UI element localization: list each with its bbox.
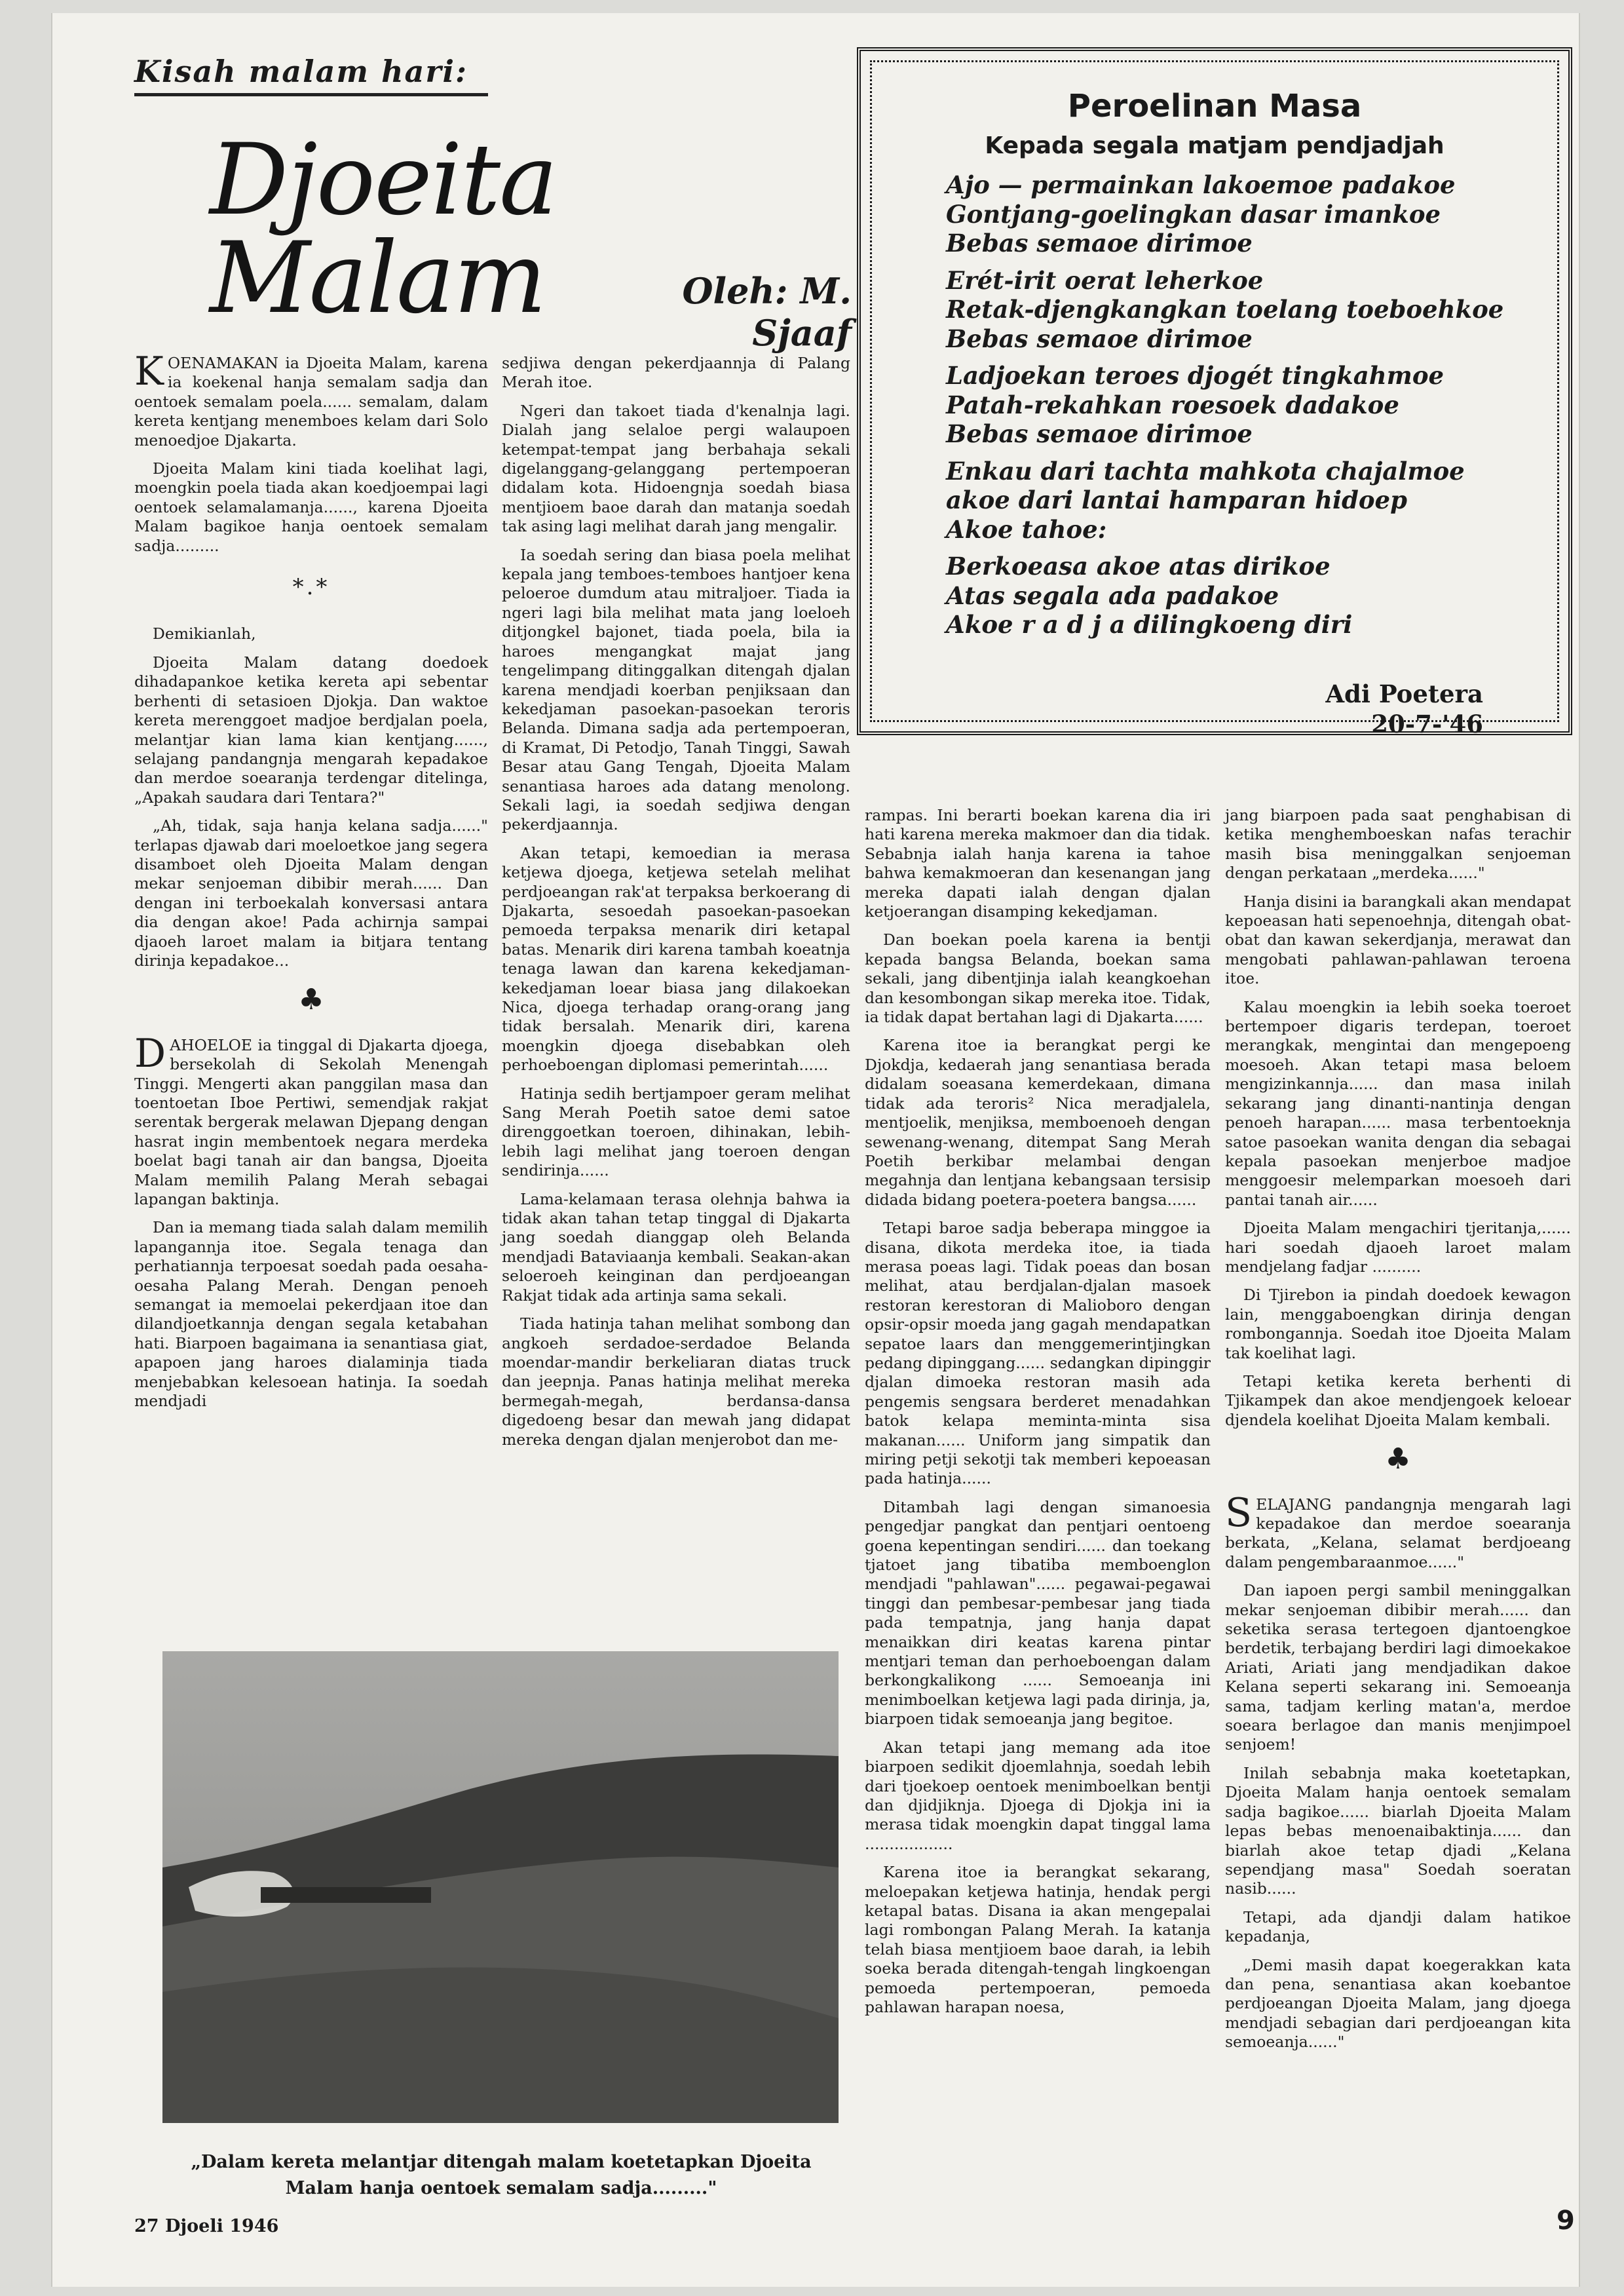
paragraph: Dan ia memang tiada salah dalam memilih lapangannja itoe. Segala tenaga dan perhatiannja terpoesat soedah pada oesaha-oesaha Palang Merah. Dengan penoeh semangat ia memoelai pekerdjaan itoe dan dilandjoetkannja dengan segala ketabahan hati. Biarpoen bagaimana ia senantiasa giat, apapoen jang haroes dialaminja tiada menjebabkan kelesoean hatinja. Ia soedah mendjadi [134,1218,488,1411]
poem-stanza [946,457,1536,545]
poem-line: Ajo — permainkan lakoemoe padakoe [946,170,1456,199]
paragraph: Akan tetapi, kemoedian ia merasa ketjewa djoega, ketjewa setelah melihat perdjoeangan rak'at terpaksa berkoerang di Djakarta, sesoedah pasoekan-pasoekan pemoeda terpaksa menarik diri ketapal batas. Menarik diri karena tambah koeatnja tenaga lawan dan karena kekedjaman-kekedjaman loear biasa jang dilakoekan Nica, djoega terhadap orang-orang jang tidak bersalah. Menarik diri, karena moengkin djoega disebabkan oleh perhoeboengan diplomasi pemerintah...... [502,843,850,1075]
article-column-3 [865,806,1211,2026]
issue-date: 27 Djoeli 1946 [134,2216,279,2236]
article-column-1 [134,349,488,1421]
poem-line: Gontjang-goelingkan dasar imankoe [946,199,1441,229]
poem-stanza [946,170,1536,258]
poem-line: Akoe tahoe: [946,514,1107,544]
paragraph: „Ah, tidak, saja hanja kelana sadja......" terlapas djawab dari moeloetkoe jang segera disamboet oleh Djoeita Malam dengan mekar senjoeman dibibir merah...... Dan dengan ini terboekalah konversasi antara dia dengan akoe! Pada achirnja sampai djaoeh laroet malam ia bitjara tentang dirinja kepadakoe... [134,816,488,970]
paragraph: Ia soedah sering dan biasa poela melihat kepala jang temboes-temboes hantjoer kena peloeroe dumdum atau mitraljoer. Tiada ia ngeri lagi bila melihat mata jang loeloeh ditjongkel bajonet, tiada poela, bila ia haroes mengangkat majat jang tengelimpang ditinggalkan ditengah djalan karena mendjadi koerban penjiksaan dan kekedjaman pasoekan-pasoekan teroris Belanda. Dimana sadja ada pertempoeran, di Kramat, Di Petodjo, Tanah Tinggi, Sawah Besar atau Gang Tengah, Djoeita Malam senantiasa haroes ada datang menolong. Sekali lagi, ia soedah sedjiwa dengan pekerdjaannja. [502,545,850,834]
poem-stanza [946,552,1536,640]
paragraph: Di Tjirebon ia pindah doedoek kewagon lain, menggaboengkan dirinja dengan rombongannja. Soedah itoe Djoeita Malam tak koelihat lagi. [1225,1286,1571,1362]
paragraph: Hatinja sedih bertjampoer geram melihat Sang Merah Poetih satoe demi satoe direnggoetkan toeroen, dihinakan, lebih-lebih lagi melihat jang toeroen dengan sendirinja...... [502,1084,850,1180]
section-break-club-icon: ♣ [1385,1442,1411,1476]
paragraph: Ditambah lagi dengan simanoesia pengedjar pangkat dan pentjari oentoeng goena kepentingan sendiri...... dan toekang tjatoet jang tibatiba memboenglon mendjadi "pahlawan"...... pegawai-pegawai tinggi dan pembesar-pembesar jang tiada pada tempatnja, jang hanja dapat menaikkan diri keatas karena pintar mentjari teman dan perhoeboengan dalam berkongkalikong ...... Semoeanja ini menimboelkan ketjewa lagi pada dirinja, ja, biarpoen tidak semoeanja jang begitoe. [865,1497,1211,1729]
poem-box [857,47,1572,738]
poem-line: Ladjoekan teroes djogét tingkahmoe [946,361,1445,390]
paragraph: DAHOELOE ia tinggal di Djakarta djoega, bersekolah di Sekolah Menengah Tinggi. Mengerti akan panggilan masa dan toentoetan Iboe Pertiwi, semendjak rakjat serentak bergerak melawan Djepang dengan hasrat ingin membentoek negara merdeka boelat bagi tanah air dan bangsa, Djoeita Malam memilih Palang Merah sebagai lapangan baktinja. [134,1030,488,1209]
kicker-heading: Kisah malam hari: [134,54,488,96]
paragraph: Hanja disini ia barangkali akan mendapat kepoeasan hati sepenoehnja, ditengah obat-obat dan kawan sekerdjanja, merawat dan mengobati pahlawan-pahlawan teroena itoe. [1225,892,1571,988]
paragraph: Tetapi baroe sadja beberapa minggoe ia disana, dikota merdeka itoe, ia tiada merasa poeas lagi. Tidak poeas dan bosan melihat, atau berdjalan-djalan masoek restoran kerestoran di Malioboro dengan opsir-opsir moeda jang gagah mendapatkan sepatoe laars dan menggemerintjingkan pedang dipinggang...... sedangkan dipinggir djalan dimoeka restoran masih ada pengemis sengsara berderet menadahkan batok kelapa meminta-minta sisa makanan...... Uniform jang simpatik dan miring petji sekotji tak memberi kepoeasan pada hatinja...... [865,1219,1211,1488]
paragraph: SELAJANG pandangnja mengarah lagi kepadakoe dan merdoe soearanja berkata, „Kelana, selamat berdjoeang dalam pengembaraanmoe......" [1225,1489,1571,1571]
paragraph: Tiada hatinja tahan melihat sombong dan angkoeh serdadoe-serdadoe Belanda moendar-mandir berkeliaran diatas truck dan jeepnja. Panas hatinja melihat mereka bermegah-megah, berdansa-dansa digedoeng besar dan mewah jang didapat mereka dengan djalan menjerobot dan me- [502,1314,850,1449]
paragraph: Kalau moengkin ia lebih soeka toeroet bertempoer digaris terdepan, toeroet merangkak, mengintai dan mengepoeng moesoeh. Akan tetapi masa beloem mengizinkannja...... dan masa inilah sekarang jang dinanti-nantinja dengan penoeh harapan...... masa terbentoeknja satoe pasoekan wanita dengan dia sebagai kepala pasoekan menjerboe madjoe menggoesir melemparkan moesoeh dari pantai tanah air...... [1225,997,1571,1209]
poem-line: Atas segala ada padakoe [946,581,1279,610]
paragraph: KOENAMAKAN ia Djoeita Malam, karena ia koekenal hanja semalam sadja dan oentoek semalam poela...... semalam, dalam kereta kentjang menemboes kelam dari Solo menoedjoe Djakarta. [134,349,488,450]
byline: Oleh: M. Sjaaf [682,270,852,354]
poem-line: Retak-djengkangkan toelang toeboehkoe [946,295,1504,324]
paragraph: Demikianlah, [153,624,256,643]
newspaper-page [51,13,1580,2287]
poem-signature [1325,679,1483,739]
poem-author: Adi Poetera [1325,679,1483,708]
poem-stanza [946,361,1536,449]
paragraph: Karena itoe ia berangkat sekarang, meloepakan ketjewa hatinja, hendak pergi ketapal batas. Disana ia akan mengepalai lagi rombongan Palang Merah. Ia katanja telah biasa mentjioem baoe darah, ia lebih soeka berada ditengah-tengah lingkoengan pemoeda pertempoeran, pemoeda pahlawan harapan noesa, [865,1863,1211,2016]
story-title: Djoeita Malam [210,123,557,335]
poem-line: Enkau dari tachta mahkota chajalmoe [946,456,1465,486]
poem-date: 20-7-'46 [1371,710,1483,738]
poem-body [946,170,1536,647]
paragraph: Djoeita Malam kini tiada koelihat lagi, moengkin poela tiada akan koedjoempai lagi oentoek selamalamanja......, karena Djoeita Malam bagikoe hanja oentoek semalam sadja......... [134,459,488,555]
paragraph: Karena itoe ia berangkat pergi ke Djokdja, kedaerah jang senantiasa berada didalam soeasana kemerdekaan, dimana tidak ada teroris² Nica meradjalela, mentjoelik, menjiksa, memboenoeh dengan sewenang-wenang, ditempat Sang Merah Poetih berkibar melambai dengan megahnja dan lentjana kebangsaan tersisip didada bidang poetera-poetera bangsa...... [865,1036,1211,1209]
poem-title: Peroelinan Masa [1067,88,1362,124]
poem-line: Patah-rekahkan roesoek dadakoe [946,390,1399,419]
paragraph: sedjiwa dengan pekerdjaannja di Palang Merah itoe. [502,354,850,392]
poem-line: Bebas semaoe dirimoe [946,419,1253,448]
poem-line: Akoe r a d j a dilingkoeng diri [946,610,1353,639]
paragraph: Dan iapoen pergi sambil meninggalkan mekar senjoeman dibibir merah...... dan seketika serasa tertegoen djantoengkoe berdetik, terbajang berdiri lagi dimoekakoe Ariati, Ariati jang mendjadikan dakoe Kelana seperti sekarang ini. Semoeanja sama, tadjam kerling matan'a, merdoe soeara berlagoe dan manis menjimpoel senjoem! [1225,1581,1571,1754]
paragraph: jang biarpoen pada saat penghabisan di ketika menghemboeskan nafas terachir masih bisa meninggalkan senjoeman dengan perkataan „merdeka......" [1225,806,1571,883]
paragraph: Lama-kelamaan terasa olehnja bahwa ia tidak akan tahan tetap tinggal di Djakarta jang soedah dianggap oleh Belanda mendjadi Bataviaanja kembali. Seakan-akan seloeroeh keinginan dan perdjoeangan Rakjat tidak ada artinja sama sekali. [502,1189,850,1305]
photo-caption: „Dalam kereta melantjar ditengah malam koetetapkan Djoeita Malam hanja oentoek semalam sadja........." [191,2152,812,2198]
paragraph: Dan boekan poela karena ia bentji kepada bangsa Belanda, boekan sama sekali, jang dibentjinja ialah keangkoehan dan kesombongan sikap mereka itoe. Tidak, ia tidak dapat bertahan lagi di Djakarta...... [865,930,1211,1027]
paragraph: „Demi masih dapat koegerakkan kata dan pena, senantiasa akan koebantoe perdjoeangan Djoeita Malam, jang djoega mendjadi sebagian dari perdjoeangan kita semoeanja......" [1225,1955,1571,2052]
poem-line: Erét-irit oerat leherkoe [946,265,1264,295]
poem-stanza [946,266,1536,354]
poem-line: Bebas semaoe dirimoe [946,229,1253,258]
section-break-club-icon: ♣ [298,983,324,1017]
paragraph: Djoeita Malam datang doedoek dihadapankoe ketika kereta api sebentar berhenti di setasioen Djokja. Dan waktoe kereta merenggoet madjoe berdjalan poela, melantjar kian lama kian kentjang......, selajang pandangnja mengarah kepadakoe dan merdoe soearanja terdengar ditelinga, „Apakah saudara dari Tentara?" [134,653,488,807]
paragraph: Tetapi, ada djandji dalam hatikoe kepadanja, [1225,1907,1571,1946]
train-landscape-image [162,1651,839,2123]
paragraph: Ngeri dan takoet tiada d'kenalnja lagi. Dialah jang selaloe pergi walaupoen ketempat-tempat jang berbahaja sekali digelanggang-gelanggang pertempoeran didalam kota. Hidoengnja soedah biasa mentjioem baoe darah dan matanja soedah tak asing lagi melihat darah jang mengalir. [502,401,850,536]
poem-line: Berkoeasa akoe atas dirikoe [946,552,1331,581]
paragraph: Djoeita Malam mengachiri tjeritanja,...... hari soedah djaoeh laroet malam mendjelang fadjar .......... [1225,1219,1571,1276]
paragraph: rampas. Ini berarti boekan karena dia iri hati karena mereka makmoer dan dia tidak. Sebabnja ialah hanja karena ia tahoe bahwa kemakmoeran dan kesenangan jang mereka dapati ialah dengan djalan ketjoerangan disamping kekedjaman. [865,806,1211,921]
page-number: 9 [1557,2206,1575,2236]
paragraph: Tetapi ketika kereta berhenti di Tjikampek dan akoe mendjengoek keloear djendela koelihat Djoeita Malam kembali. [1225,1371,1571,1429]
poem-line: Bebas semaoe dirimoe [946,324,1253,353]
paragraph: Inilah sebabnja maka koetetapkan, Djoeita Malam hanja oentoek semalam sadja bagikoe...... biarlah Djoeita Malam lepas bebas menoenaibaktinja...... dan biarlah akoe tetap djadi „Kelana sependjang masa" Soedah soeratan nasib...... [1225,1763,1571,1898]
poem-line: akoe dari lantai hamparan hidoep [946,486,1407,514]
landscape-photo [162,1651,839,2123]
poem-subtitle: Kepada segala matjam pendjadjah [985,132,1445,159]
paragraph: Akan tetapi jang memang ada itoe biarpoen sedikit djoemlahnja, soedah lebih dari tjoekoep oentoek menimboelkan bentji dan djidjiknja. Djoega di Djokja ini ia merasa tidak moengkin dapat tinggal lama .................. [865,1738,1211,1853]
article-column-2 [502,354,850,1459]
article-column-4 [1225,806,1571,2061]
section-break-stars: *.* [292,574,330,601]
